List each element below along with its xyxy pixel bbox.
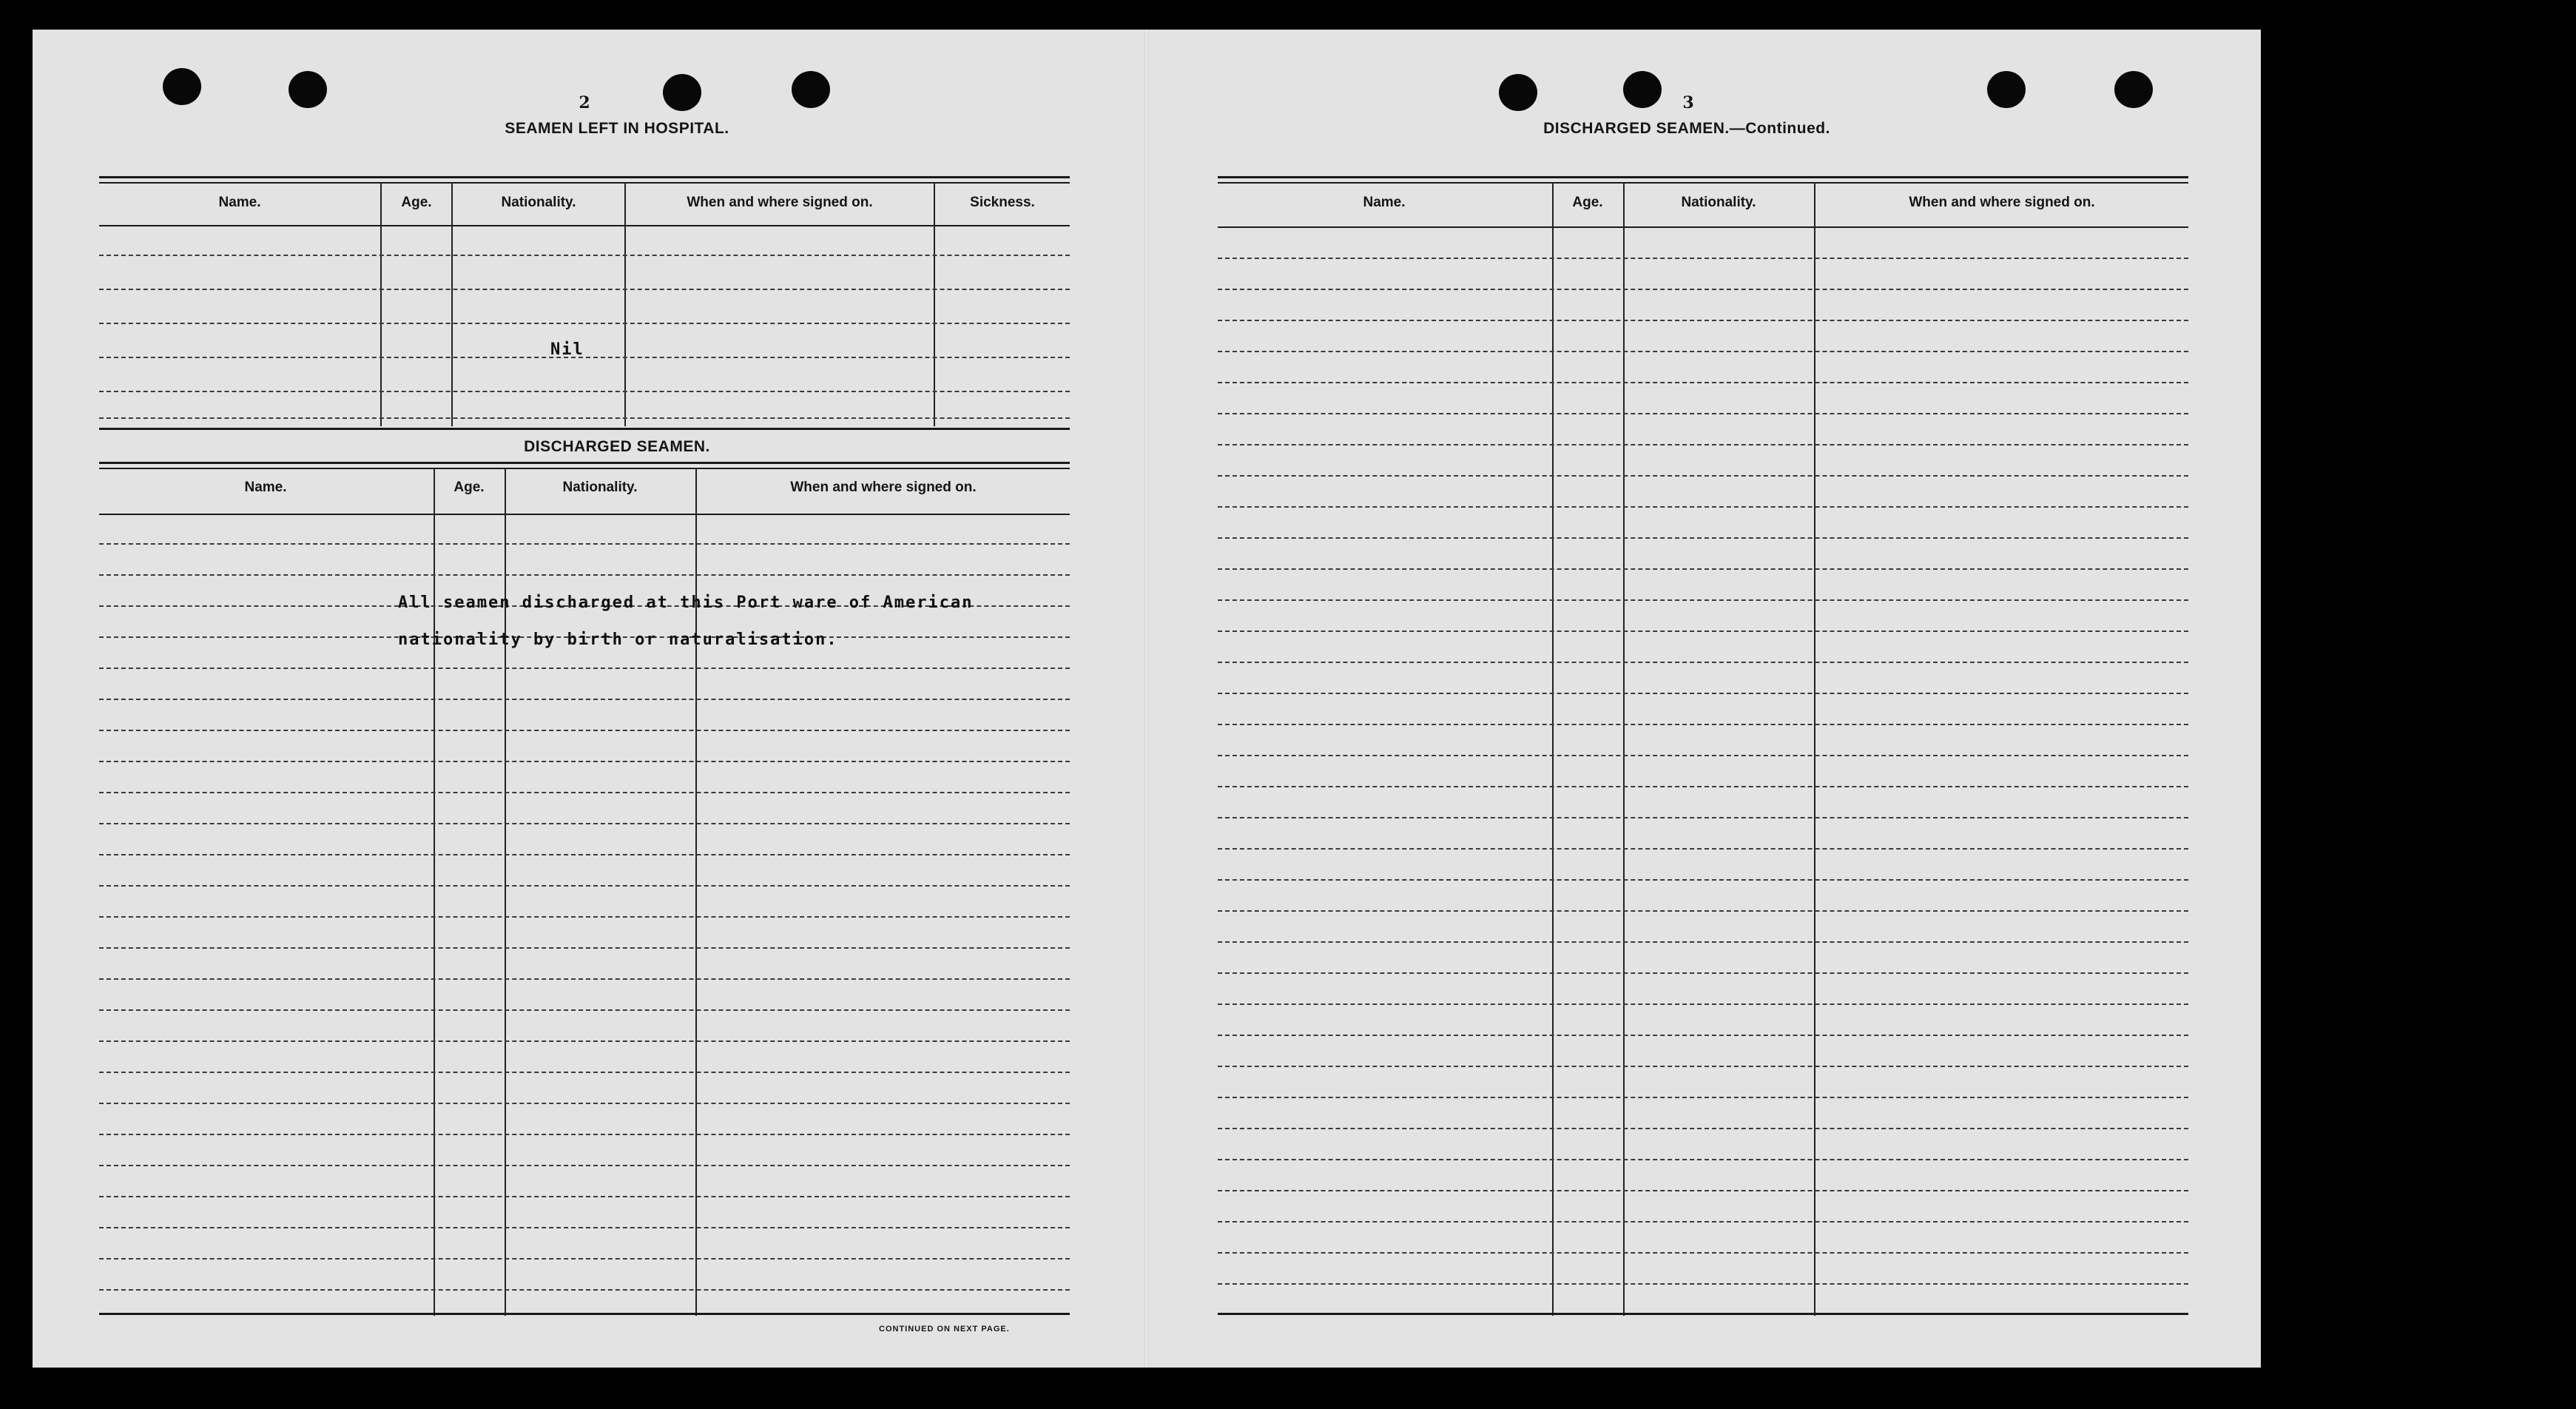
punch-hole (1499, 74, 1537, 111)
ledger-rule-line (1218, 972, 2188, 974)
ledger-rule-line (1218, 1159, 2188, 1160)
ledger-rule-line (1218, 1097, 2188, 1098)
ledger-rule-line (99, 823, 1070, 824)
ledger-rule-line (1218, 1035, 2188, 1036)
ledger-rule-line (99, 1196, 1070, 1197)
col-age: Age. (1572, 195, 1603, 210)
ledger-rule-line (1218, 817, 2188, 818)
ledger-rule-line (1218, 1283, 2188, 1285)
ledger-rule-line (1218, 755, 2188, 756)
ledger-rule-line (99, 1072, 1070, 1073)
right-page (1147, 30, 2261, 1368)
ledger-rule-line (99, 543, 1070, 545)
col-signed-on: When and where signed on. (1909, 195, 2095, 210)
ledger-rule-line (99, 885, 1070, 887)
ledger-rule-line (1218, 1221, 2188, 1223)
col-age: Age. (454, 480, 485, 495)
ledger-rule-line (1218, 662, 2188, 663)
ledger-rule-line (99, 574, 1070, 576)
ledger-rule-line (1218, 910, 2188, 912)
discharge-note-line-2: nationality by birth or naturalisation. (398, 630, 838, 649)
ledger-rule-line (1218, 724, 2188, 725)
ledger-rule-line (1218, 693, 2188, 694)
ledger-rule-line (99, 916, 1070, 918)
ledger-rule-line (99, 667, 1070, 669)
col-nationality: Nationality. (501, 195, 576, 210)
col-name: Name. (218, 195, 261, 210)
ledger-rule-line (99, 761, 1070, 762)
discharge-note-line-1: All seamen discharged at this Port ware of American (398, 593, 974, 612)
ledger-rule-line (1218, 258, 2188, 259)
ledger-rule-line (99, 1009, 1070, 1011)
ledger-rule-line (1218, 848, 2188, 850)
ledger-rule-line (1218, 568, 2188, 570)
hospital-entry: Nil (550, 340, 584, 359)
punch-hole (663, 74, 701, 111)
page-number: 3 (1682, 93, 1694, 112)
ledger-rule-line (99, 1134, 1070, 1135)
ledger-rule-line (1218, 320, 2188, 321)
ledger-rule-line (1218, 1003, 2188, 1005)
ledger-rule-line (1218, 786, 2188, 787)
col-name: Name. (244, 480, 287, 495)
punch-hole (1623, 71, 1662, 108)
ledger-rule-line (1218, 537, 2188, 539)
col-name: Name. (1363, 195, 1406, 210)
ledger-rule-line (99, 1227, 1070, 1228)
ledger-rule-line (99, 978, 1070, 980)
ledger-rule-line (99, 1103, 1070, 1104)
ledger-rule-line (99, 1258, 1070, 1260)
ledger-rule-line (1218, 475, 2188, 477)
hospital-section-title: SEAMEN LEFT IN HOSPITAL. (505, 120, 729, 137)
ledger-rule-line (1218, 1066, 2188, 1067)
col-nationality: Nationality. (562, 480, 638, 495)
ledger-rule-line (1218, 1252, 2188, 1254)
ledger-rule-line (1218, 879, 2188, 881)
ledger-rule-line (1218, 599, 2188, 601)
ledger-rule-line (99, 1040, 1070, 1042)
ledger-rule-line (99, 947, 1070, 949)
ledger-rule-line (99, 854, 1070, 855)
ledger-rule-line (1218, 1128, 2188, 1129)
discharged-section-title: DISCHARGED SEAMEN. (524, 438, 710, 455)
page-number: 2 (579, 93, 590, 112)
col-signed-on: When and where signed on. (790, 480, 977, 495)
ledger-rule-line (99, 1289, 1070, 1291)
col-nationality: Nationality. (1681, 195, 1756, 210)
ledger-rule-line (1218, 351, 2188, 352)
ledger-rule-line (99, 699, 1070, 700)
ledger-rule-line (99, 730, 1070, 731)
col-age: Age. (401, 195, 432, 210)
ledger-rule-line (1218, 289, 2188, 290)
punch-hole (1987, 71, 2026, 108)
ledger-rule-line (1218, 382, 2188, 383)
ledger-rule-line (1218, 941, 2188, 943)
ledger-rule-line (1218, 506, 2188, 508)
ledger-sheet (33, 30, 2261, 1368)
ledger-rule-line (1218, 444, 2188, 445)
punch-hole (2114, 71, 2153, 108)
discharged-continued-title: DISCHARGED SEAMEN.—Continued. (1543, 120, 1830, 137)
col-signed-on: When and where signed on. (687, 195, 873, 210)
ledger-rule-line (1218, 1190, 2188, 1191)
ledger-rule-line (99, 1165, 1070, 1166)
punch-hole (289, 71, 327, 108)
ledger-rule-line (99, 792, 1070, 793)
punch-hole (163, 68, 201, 105)
ledger-rule-line (1218, 413, 2188, 414)
punch-hole (792, 71, 830, 108)
continued-note: CONTINUED ON NEXT PAGE. (879, 1325, 1010, 1334)
left-page (33, 30, 1147, 1368)
col-sickness: Sickness. (970, 195, 1035, 210)
ledger-rule-line (1218, 630, 2188, 632)
